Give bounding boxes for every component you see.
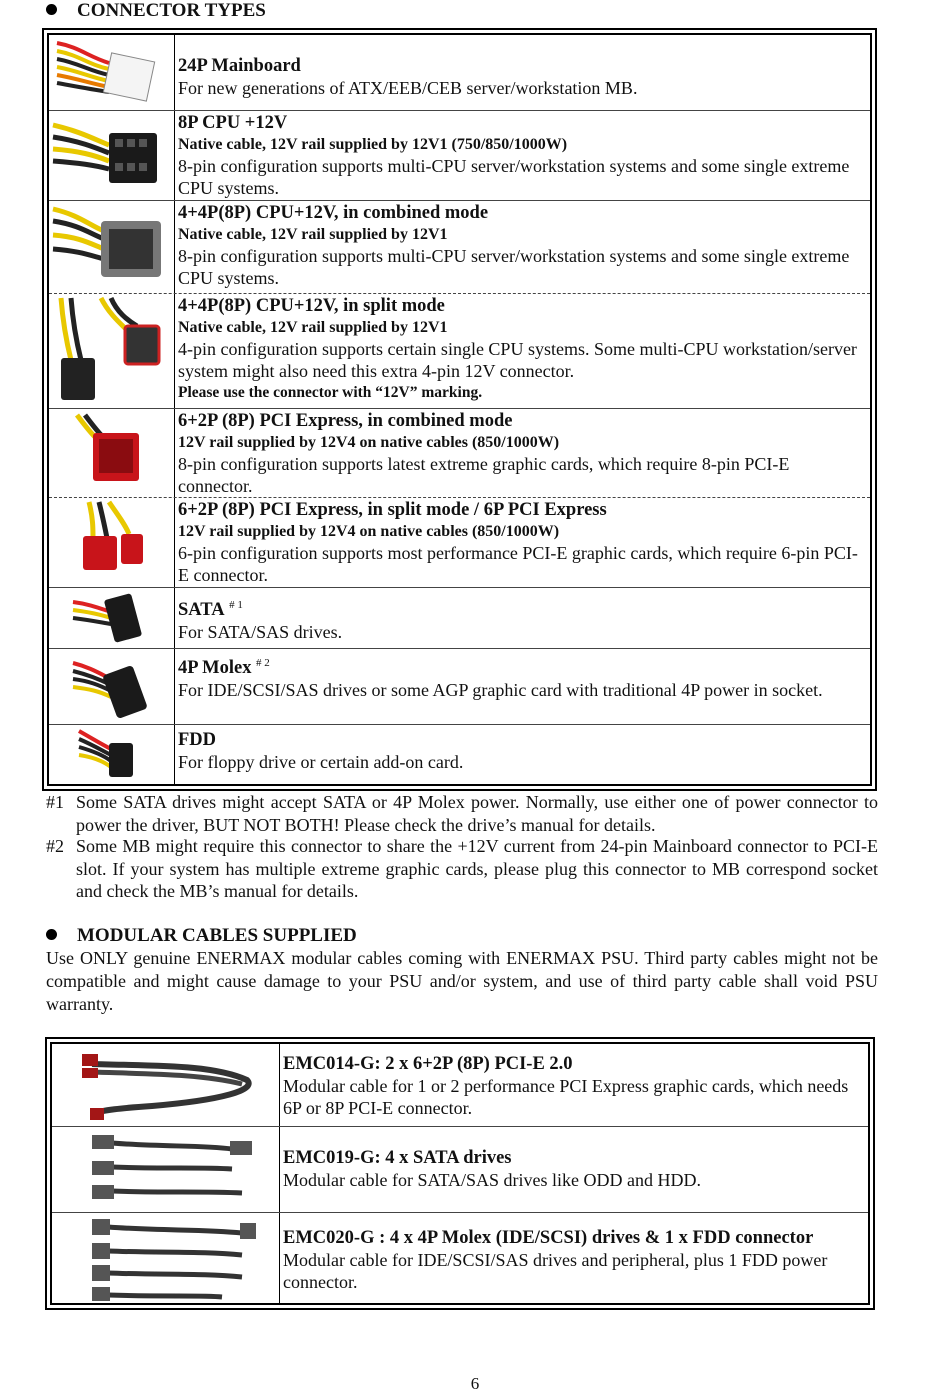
connector-description: 8-pin configuration supports multi-CPU server/workstation systems and some single extreme CPU systems. (178, 246, 850, 288)
cable-description: Modular cable for 1 or 2 performance PCI Express graphic cards, which needs 6P or 8P PCI-E connector. (283, 1076, 849, 1118)
connector-description: 8-pin configuration supports multi-CPU server/workstation systems and some single extreme CPU systems. (178, 156, 850, 198)
connector-title: 24P Mainboard (178, 56, 301, 76)
heading-text: CONNECTOR TYPES (77, 0, 266, 21)
cable-title: EMC014-G: 2 x 6+2P (8P) PCI-E 2.0 (283, 1054, 573, 1074)
connector-title: 4+4P(8P) CPU+12V, in split mode (178, 296, 445, 316)
4plus4-cpu-split-connector-image (49, 294, 175, 408)
connector-description: For floppy drive or certain add-on card. (178, 752, 464, 772)
footnote-tag: #1 (46, 792, 64, 812)
footnote-1 (46, 791, 878, 836)
cable-row (52, 1212, 868, 1305)
connector-title: 6+2P (8P) PCI Express, in split mode / 6P PCI Express (178, 500, 607, 520)
molex-connector-image (49, 649, 175, 724)
connector-row (49, 35, 870, 110)
cable-row (52, 1044, 868, 1126)
footnote-tag: #2 (46, 836, 64, 856)
heading-text: MODULAR CABLES SUPPLIED (77, 925, 357, 946)
connector-title: SATA (178, 600, 225, 620)
modular-intro: Use ONLY genuine ENERMAX modular cables coming with ENERMAX PSU. Third party cables might not be compatible and might cause damage to your PSU and/or system, and use of third party cable shall void PSU warranty. (46, 948, 878, 1014)
connector-description: 8-pin configuration supports latest extreme graphic cards, which require 8-pin PCI-E connector. (178, 454, 790, 496)
emc020-cable-image (52, 1213, 280, 1305)
connector-row (49, 408, 870, 497)
modular-cable-table (45, 1037, 875, 1310)
footnote-text: Some MB might require this connector to share the +12V current from 24-pin Mainboard connector to PCI-E slot. If your system has multiple extreme graphic cards, please plug this connector to MB correspond socket and check the MB’s manual for details. (76, 836, 878, 901)
bullet-icon (46, 4, 57, 15)
bullet-icon (46, 929, 57, 940)
connector-row (49, 648, 870, 724)
8-pin-cpu-connector-image (49, 111, 175, 200)
page-number: 6 (470, 1374, 480, 1393)
cable-description: Modular cable for IDE/SCSI/SAS drives and peripheral, plus 1 FDD power connector. (283, 1250, 828, 1292)
cable-title: EMC020-G : 4 x 4P Molex (IDE/SCSI) drives & 1 x FDD connector (283, 1228, 814, 1248)
footnote-text: Some SATA drives might accept SATA or 4P Molex power. Normally, use either one of power connector to power the driver, BUT NOT BOTH! Please check the drive’s manual for details. (76, 792, 878, 835)
connector-row (49, 200, 870, 293)
fdd-connector-image (49, 725, 175, 786)
connector-description: 4-pin configuration supports certain single CPU systems. Some multi-CPU workstation/server system might also need this extra 4-pin 12V connector. (178, 339, 857, 381)
connector-title: 4+4P(8P) CPU+12V, in combined mode (178, 203, 489, 223)
footnote-marker: # 2 (255, 657, 270, 669)
pcie-split-connector-image (49, 498, 175, 587)
connector-description: For new generations of ATX/EEB/CEB server/workstation MB. (178, 78, 638, 98)
footnote-2 (46, 835, 878, 903)
connector-subtitle: 12V rail supplied by 12V4 on native cables (850/1000W) (178, 523, 560, 540)
section-heading-modular-cables (46, 925, 357, 947)
cable-description: Modular cable for SATA/SAS drives like ODD and HDD. (283, 1170, 701, 1190)
connector-description: For SATA/SAS drives. (178, 622, 343, 642)
4plus4-cpu-combined-connector-image (49, 201, 175, 293)
footnote-marker: # 1 (229, 599, 243, 611)
connector-row (49, 497, 870, 587)
connector-subtitle: Native cable, 12V rail supplied by 12V1 (178, 226, 448, 243)
connector-subtitle: Native cable, 12V rail supplied by 12V1 (178, 319, 448, 336)
connector-note: Please use the connector with “12V” marking. (178, 384, 483, 401)
connector-subtitle: Native cable, 12V rail supplied by 12V1 (750/850/1000W) (178, 136, 568, 153)
connector-row (49, 293, 870, 408)
pcie-combined-connector-image (49, 409, 175, 497)
cable-title: EMC019-G: 4 x SATA drives (283, 1148, 512, 1168)
connector-row (49, 587, 870, 648)
24-pin-mainboard-connector-image (49, 35, 175, 110)
emc019-cable-image (52, 1127, 280, 1212)
connector-description: 6-pin configuration supports most performance PCI-E graphic cards, which require 6-pin PCI-E connector. (178, 543, 858, 585)
sata-connector-image (49, 588, 175, 648)
connector-row (49, 110, 870, 200)
section-heading-connector-types (46, 0, 266, 22)
connector-title: 8P CPU +12V (178, 113, 288, 133)
connector-title: 4P Molex (178, 658, 252, 678)
connector-title: FDD (178, 730, 217, 750)
cable-row (52, 1126, 868, 1212)
connector-title: 6+2P (8P) PCI Express, in combined mode (178, 411, 513, 431)
connector-subtitle: 12V rail supplied by 12V4 on native cables (850/1000W) (178, 434, 560, 451)
connector-description: For IDE/SCSI/SAS drives or some AGP graphic card with traditional 4P power in socket. (178, 680, 823, 700)
emc014-cable-image (52, 1044, 280, 1126)
connector-row (49, 724, 870, 786)
connector-table (42, 28, 877, 791)
